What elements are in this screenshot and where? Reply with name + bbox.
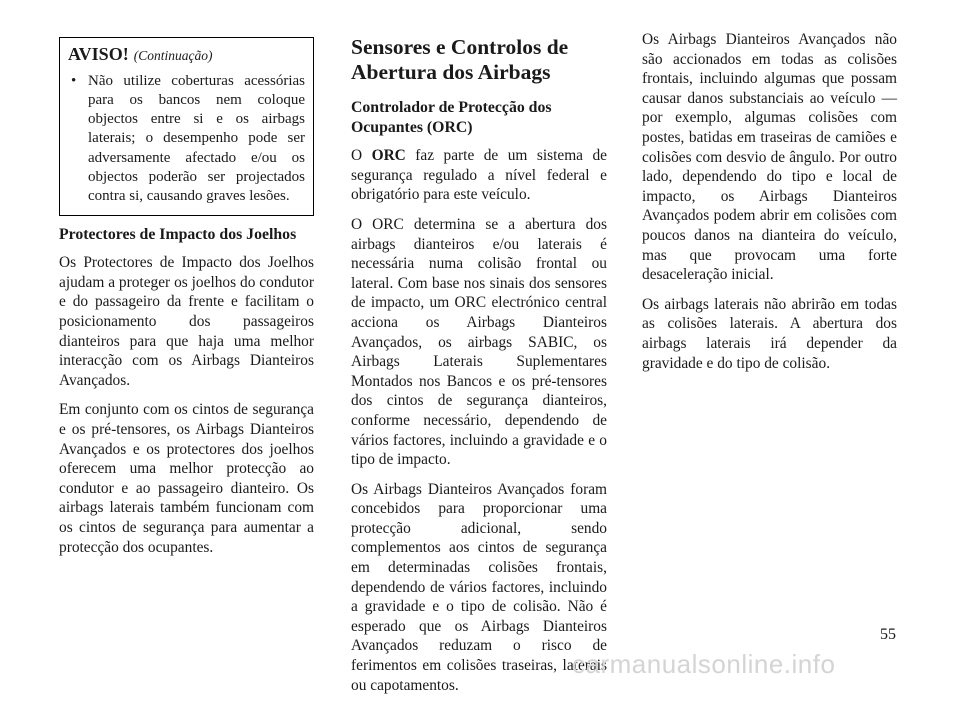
orc-paragraph-1 [351, 146, 607, 205]
orc-paragraph-2: O ORC determina se a abertura dos airbags dianteiros e/ou laterais é necessária numa colisão frontal ou lateral. Com base nos sinais dos sensores de impacto, um ORC electrónico central acciona os Airbags Dianteiros Avançados, os airbags SABIC, os Airbags Laterais Suplementares Montados nos Bancos e os pré-tensores dos cintos de segurança dianteiros, conforme necessário, dependendo de vários factores, incluindo a gravidade e o tipo de impacto. [351, 215, 607, 469]
orc-rest: faz parte de um sistema de segurança regulado a nível federal e obrigatório para este veículo. [351, 147, 607, 204]
warning-bullet-item [68, 72, 305, 207]
warning-label: AVISO! [68, 44, 129, 64]
bullet-icon: • [71, 72, 77, 89]
knee-paragraph-1: Os Protectores de Impacto dos Joelhos ajudam a proteger os joelhos do condutor e do passageiro da frente e facilitam o posicionamento dos passageiros dianteiros para que haja uma melhor interacção com os Airbags Dianteiros Avançados. [59, 254, 314, 389]
section-title: Sensores e Controlos de Abertura dos Airbags [351, 35, 569, 84]
knee-paragraph-2: Em conjunto com os cintos de segurança e os pré-tensores, os Airbags Dianteiros Avançados e os protectores dos joelhos oferecem uma melhor protecção ao condutor e ao passageiro dianteiro. Os airbags laterais também funcionam com os cintos de segurança para aumentar a protecção dos ocupantes. [59, 401, 314, 556]
column-middle [351, 30, 607, 705]
warning-title [68, 45, 305, 66]
airbag-paragraph-1: Os Airbags Dianteiros Avançados foram concebidos para proporcionar uma protecção adicional, sendo complementos aos cintos de segurança em determinadas colisões frontais, dependendo de vários factores, incluindo a gravidade e o tipo de colisão. Não é esperado que os Airbags Dianteiros Avançados reduzam o risco de ferimentos em colisões traseiras, laterais ou capotamentos. [351, 480, 607, 694]
column-left [59, 30, 314, 567]
watermark: carmanualsonline.info [572, 649, 836, 679]
airbag-paragraph-2: Os Airbags Dianteiros Avançados não são accionados em todas as colisões frontais, incluindo algumas que possam causar danos substanciais ao veículo — por exemplo, algumas colisões com postes, batidas em traseiras de camiões e colisões com desvio de ângulo. Por outro lado, dependendo do tipo e local de impacto, os Airbags Dianteiros Avançados podem abrir em colisões com poucos danos na dianteira do veículo, mas que provocam uma forte desaceleração inicial. [642, 31, 897, 284]
warning-box [59, 37, 314, 216]
orc-term: ORC [371, 147, 406, 165]
orc-subheading: Controlador de Protecção dos Ocupantes (ORC) [351, 99, 552, 136]
knee-heading: Protectores de Impacto dos Joelhos [59, 225, 297, 243]
orc-prefix: O [351, 147, 363, 165]
airbag-paragraph-3: Os airbags laterais não abrirão em todas as colisões laterais. A abertura dos airbags laterais irá depender da gravidade e do tipo de colisão. [642, 295, 897, 372]
warning-text: Não utilize coberturas acessórias para os bancos nem coloque objectos entre si e os airbags laterais; o desempenho pode ser adversamente afectado e/ou os objectos poderão ser projectados contra si, causando graves lesões. [88, 72, 305, 205]
warning-continuation: (Continuação) [133, 48, 213, 63]
column-right [642, 30, 897, 383]
page-number: 55 [880, 626, 896, 643]
